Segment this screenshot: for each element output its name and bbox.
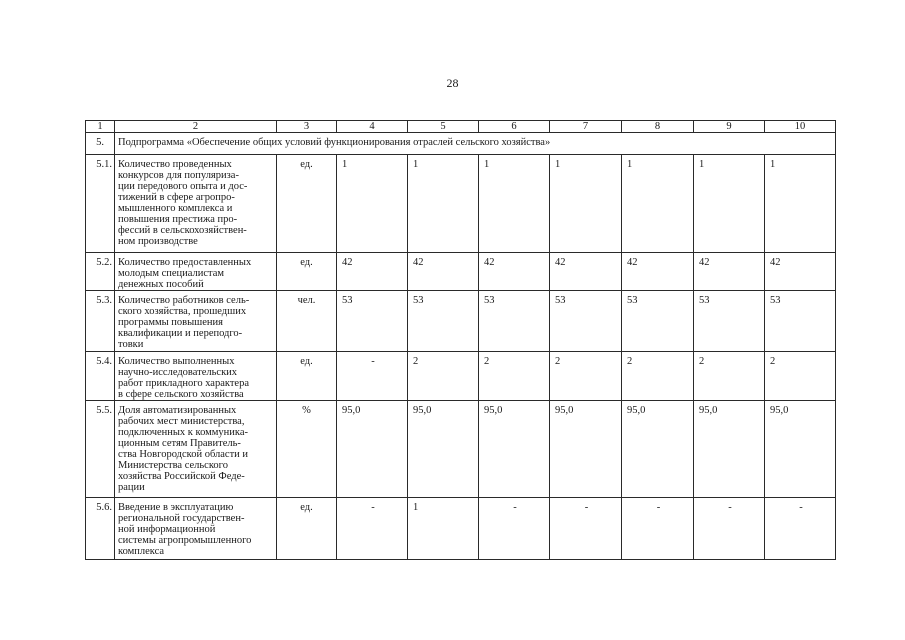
indicator-name-line: Введение в эксплуатацию <box>118 502 234 513</box>
indicator-name-line: ном производстве <box>118 236 198 247</box>
value-cell: 95,0 <box>622 401 694 498</box>
unit-cell: чел. <box>277 291 337 352</box>
table-row <box>86 155 836 253</box>
value-cell: 1 <box>408 155 479 253</box>
value-cell: - <box>694 498 765 560</box>
value-cell: 95,0 <box>408 401 479 498</box>
header-cell: 5 <box>408 121 479 133</box>
indicator-name-line: молодым специалистам <box>118 268 225 279</box>
value-cell: 1 <box>694 155 765 253</box>
value-cell: 1 <box>408 498 479 560</box>
header-row <box>86 121 836 133</box>
page-number: 28 <box>446 76 459 90</box>
value-cell: 42 <box>408 253 479 291</box>
indicator-name <box>115 291 277 352</box>
value-cell: 53 <box>622 291 694 352</box>
indicator-name-line: повышения престижа про- <box>118 214 238 225</box>
header-cell: 10 <box>765 121 836 133</box>
table-row <box>86 401 836 498</box>
value-cell: 2 <box>694 352 765 401</box>
value-cell: - <box>765 498 836 560</box>
indicator-name-line: рации <box>118 482 145 493</box>
indicator-name-line: рабочих мест министерства, <box>118 416 245 427</box>
indicator-name-line: тижений в сфере агропро- <box>118 192 235 203</box>
value-cell: 53 <box>694 291 765 352</box>
value-cell: 95,0 <box>765 401 836 498</box>
table-row <box>86 291 836 352</box>
value-cell: 53 <box>337 291 408 352</box>
indicator-name-line: региональной государствен- <box>118 513 245 524</box>
value-cell: 95,0 <box>337 401 408 498</box>
row-number: 5.2. <box>86 253 115 291</box>
indicator-name-line: ции передового опыта и дос- <box>118 181 248 192</box>
unit-cell: ед. <box>277 352 337 401</box>
table-row <box>86 253 836 291</box>
indicator-name-line: квалификации и переподго- <box>118 328 243 339</box>
value-cell: 42 <box>550 253 622 291</box>
indicators-table <box>85 120 836 560</box>
indicator-name-line: ционным сетям Правитель- <box>118 438 241 449</box>
value-cell: - <box>337 352 408 401</box>
indicator-name-line: ского хозяйства, прошедших <box>118 306 247 317</box>
row-number: 5.3. <box>86 291 115 352</box>
header-cell: 8 <box>622 121 694 133</box>
value-cell: 53 <box>550 291 622 352</box>
header-cell: 7 <box>550 121 622 133</box>
indicator-name-line: Министерства сельского <box>118 460 228 471</box>
indicator-name <box>115 352 277 401</box>
value-cell: 42 <box>622 253 694 291</box>
header-cell: 3 <box>277 121 337 133</box>
indicator-name-line: Количество предоставленных <box>118 257 252 268</box>
indicator-name <box>115 401 277 498</box>
table-row <box>86 352 836 401</box>
indicator-name-line: подключенных к коммуника- <box>118 427 249 438</box>
row-number: 5.6. <box>86 498 115 560</box>
indicator-name-line: ной информационной <box>118 524 216 535</box>
row-number: 5.1. <box>86 155 115 253</box>
indicator-name-line: Количество проведенных <box>118 159 232 170</box>
value-cell: 95,0 <box>479 401 550 498</box>
unit-cell: ед. <box>277 498 337 560</box>
header-cell: 1 <box>86 121 115 133</box>
subprogram-title: Подпрограмма «Обеспечение общих условий функционирования отраслей сельского хозяйства» <box>115 133 836 155</box>
header-cell: 4 <box>337 121 408 133</box>
indicator-name-line: мышленного комплекса и <box>118 203 233 214</box>
unit-cell: ед. <box>277 155 337 253</box>
value-cell: 2 <box>622 352 694 401</box>
indicator-name <box>115 155 277 253</box>
indicator-name-line: работ прикладного характера <box>118 378 250 389</box>
indicator-name-line: фессий в сельскохозяйствен- <box>118 225 247 236</box>
value-cell: 2 <box>765 352 836 401</box>
value-cell: - <box>622 498 694 560</box>
unit-cell: ед. <box>277 253 337 291</box>
value-cell: 42 <box>479 253 550 291</box>
indicator-name <box>115 253 277 291</box>
subprogram-number: 5. <box>86 133 115 155</box>
indicator-name-line: хозяйства Российской Феде- <box>118 471 245 482</box>
indicator-name-line: программы повышения <box>118 317 223 328</box>
indicator-name-line: Доля автоматизированных <box>118 405 237 416</box>
value-cell: 1 <box>550 155 622 253</box>
indicator-name-line: денежных пособий <box>118 279 204 290</box>
value-cell: 2 <box>550 352 622 401</box>
row-number: 5.4. <box>86 352 115 401</box>
value-cell: 95,0 <box>550 401 622 498</box>
indicator-name-line: научно-исследовательских <box>118 367 238 378</box>
indicator-name-line: ства Новгородской области и <box>118 449 249 460</box>
value-cell: 95,0 <box>694 401 765 498</box>
indicator-name-line: системы агропромышленного <box>118 535 252 546</box>
indicator-name-line: товки <box>118 339 144 350</box>
indicator-name-line: в сфере сельского хозяйства <box>118 389 244 400</box>
indicator-name-line: конкурсов для популяриза- <box>118 170 239 181</box>
indicator-name <box>115 498 277 560</box>
value-cell: 53 <box>479 291 550 352</box>
value-cell: 1 <box>765 155 836 253</box>
value-cell: 1 <box>337 155 408 253</box>
value-cell: 42 <box>765 253 836 291</box>
unit-cell: % <box>277 401 337 498</box>
value-cell: 53 <box>765 291 836 352</box>
indicator-name-line: Количество выполненных <box>118 356 235 367</box>
header-cell: 6 <box>479 121 550 133</box>
value-cell: - <box>479 498 550 560</box>
subprogram-row <box>86 133 836 155</box>
value-cell: 1 <box>479 155 550 253</box>
indicator-name-line: Количество работников сель- <box>118 295 250 306</box>
value-cell: 2 <box>408 352 479 401</box>
table-row <box>86 498 836 560</box>
value-cell: - <box>337 498 408 560</box>
value-cell: - <box>550 498 622 560</box>
header-cell: 2 <box>115 121 277 133</box>
value-cell: 1 <box>622 155 694 253</box>
indicator-name-line: комплекса <box>118 546 165 557</box>
row-number: 5.5. <box>86 401 115 498</box>
header-cell: 9 <box>694 121 765 133</box>
value-cell: 42 <box>337 253 408 291</box>
value-cell: 42 <box>694 253 765 291</box>
value-cell: 53 <box>408 291 479 352</box>
value-cell: 2 <box>479 352 550 401</box>
